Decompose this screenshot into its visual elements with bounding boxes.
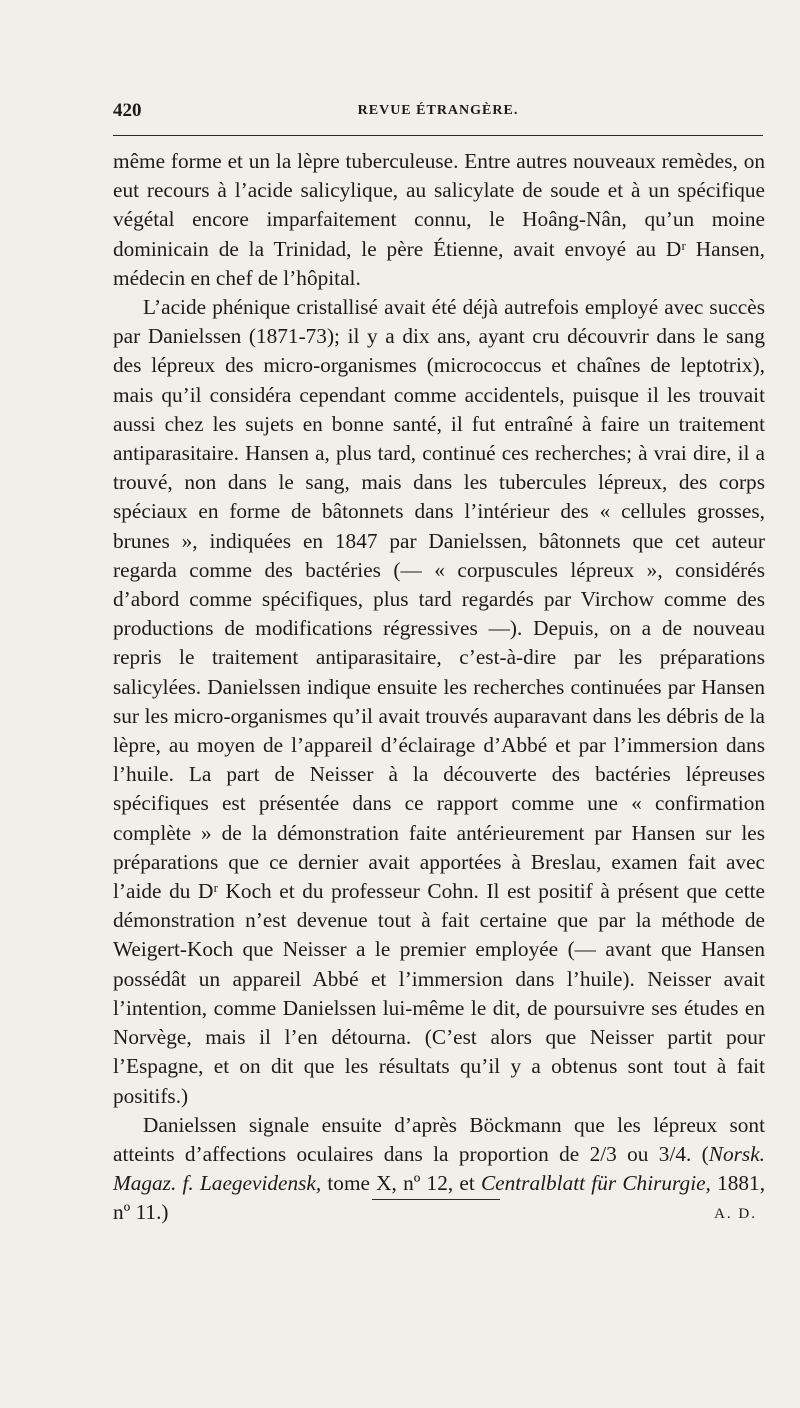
running-head: REVUE ÉTRANGÈRE. [357,103,519,118]
end-rule [372,1199,500,1200]
page-number: 420 [113,100,142,121]
page-header [113,100,763,126]
paragraph-1: même forme et un la lèpre tuberculeuse. Entre autres nouveaux remèdes, on eut recours à l’acide salicylique, au salicylate de soude et à un spécifique végétal encore imparfaitement connu, le Hoâng-Nân, qu’un moine dominicain de la Trinidad, le père Étienne, avait envoyé au Dʳ Hansen, médecin en chef de l’hôpital. [113,149,765,290]
reference-centralblatt: Centralblatt für Chirurgie, [480,1171,711,1196]
header-rule [113,135,763,136]
paragraph-2: L’acide phénique cristallisé avait été déjà autrefois employé avec succès par Danielssen (1871-73); il y a dix ans, ayant cru découvrir dans le sang des lépreux des micro-organismes (micrococcus et chaînes de leptotrix), mais qu’il considéra cependant comme accidentels, puisque il les trouvait aussi chez les sujets en bonne santé, il fut entraîné à faire un traitement antiparasitaire. Hansen a, plus tard, continué ces recherches; à vrai dire, il a trouvé, non dans le sang, mais dans les tubercules lépreux, des corps spéciaux en forme de bâtonnets dans l’intérieur des « cellules grosses, brunes », indiquées en 1847 par Danielssen, bâtonnets que cet auteur regarda comme des bactéries (— « corpuscules lépreux », considérés d’abord comme spécifiques, plus tard regardés par Virchow comme des productions de modifications régressives —). Depuis, on a de nouveau repris le traitement antiparasitaire, c’est-à-dire par les préparations salicylées. Danielssen indique ensuite les recherches continuées par Hansen sur les micro-organismes qu’il avait trouvés auparavant dans les débris de la lèpre, au moyen de l’appareil d’éclairage d’Abbé et par l’immersion dans l’huile. La part de Neisser à la découverte des bactéries lépreuses spécifiques est présentée dans ce rapport comme une « confirmation complète » de la démonstration faite antérieurement par Hansen sur les préparations que ce dernier avait apportées à Breslau, examen fait avec l’aide du Dʳ Koch et du professeur Cohn. Il est positif à présent que cette démonstration n’est devenue tout à fait certaine que par la méthode de Weigert-Koch que Neisser a le premier employée (— avant que Hansen possédât un appareil Abbé et l’immersion dans l’huile). Neisser avait l’intention, comme Danielssen lui-même le dit, de poursuivre ses études en Norvège, mais il l’en détourna. (C’est alors que Neisser partit pour l’Espagne, et on dit que les résultats qu’il y a obtenus sont tout à fait positifs.) [113,295,765,1108]
paragraph-3 [113,1111,765,1228]
author-signature: A. D. [714,1206,757,1223]
reference-norsk-magazin: Norsk. Magaz. f. Laegevidensk, [113,1141,765,1196]
paragraph-3-text-b: tome X, nº 12, et [321,1171,481,1196]
paragraph-3-text-c: 1881, nº 11.) [113,1171,766,1225]
paragraph-3-text-a: Danielssen signale ensuite d’après Böckmann que les lépreux sont atteints d’affections oculaires dans la proportion de 2/3 ou 3/4. ( [113,1112,765,1166]
body-text [113,147,765,1230]
